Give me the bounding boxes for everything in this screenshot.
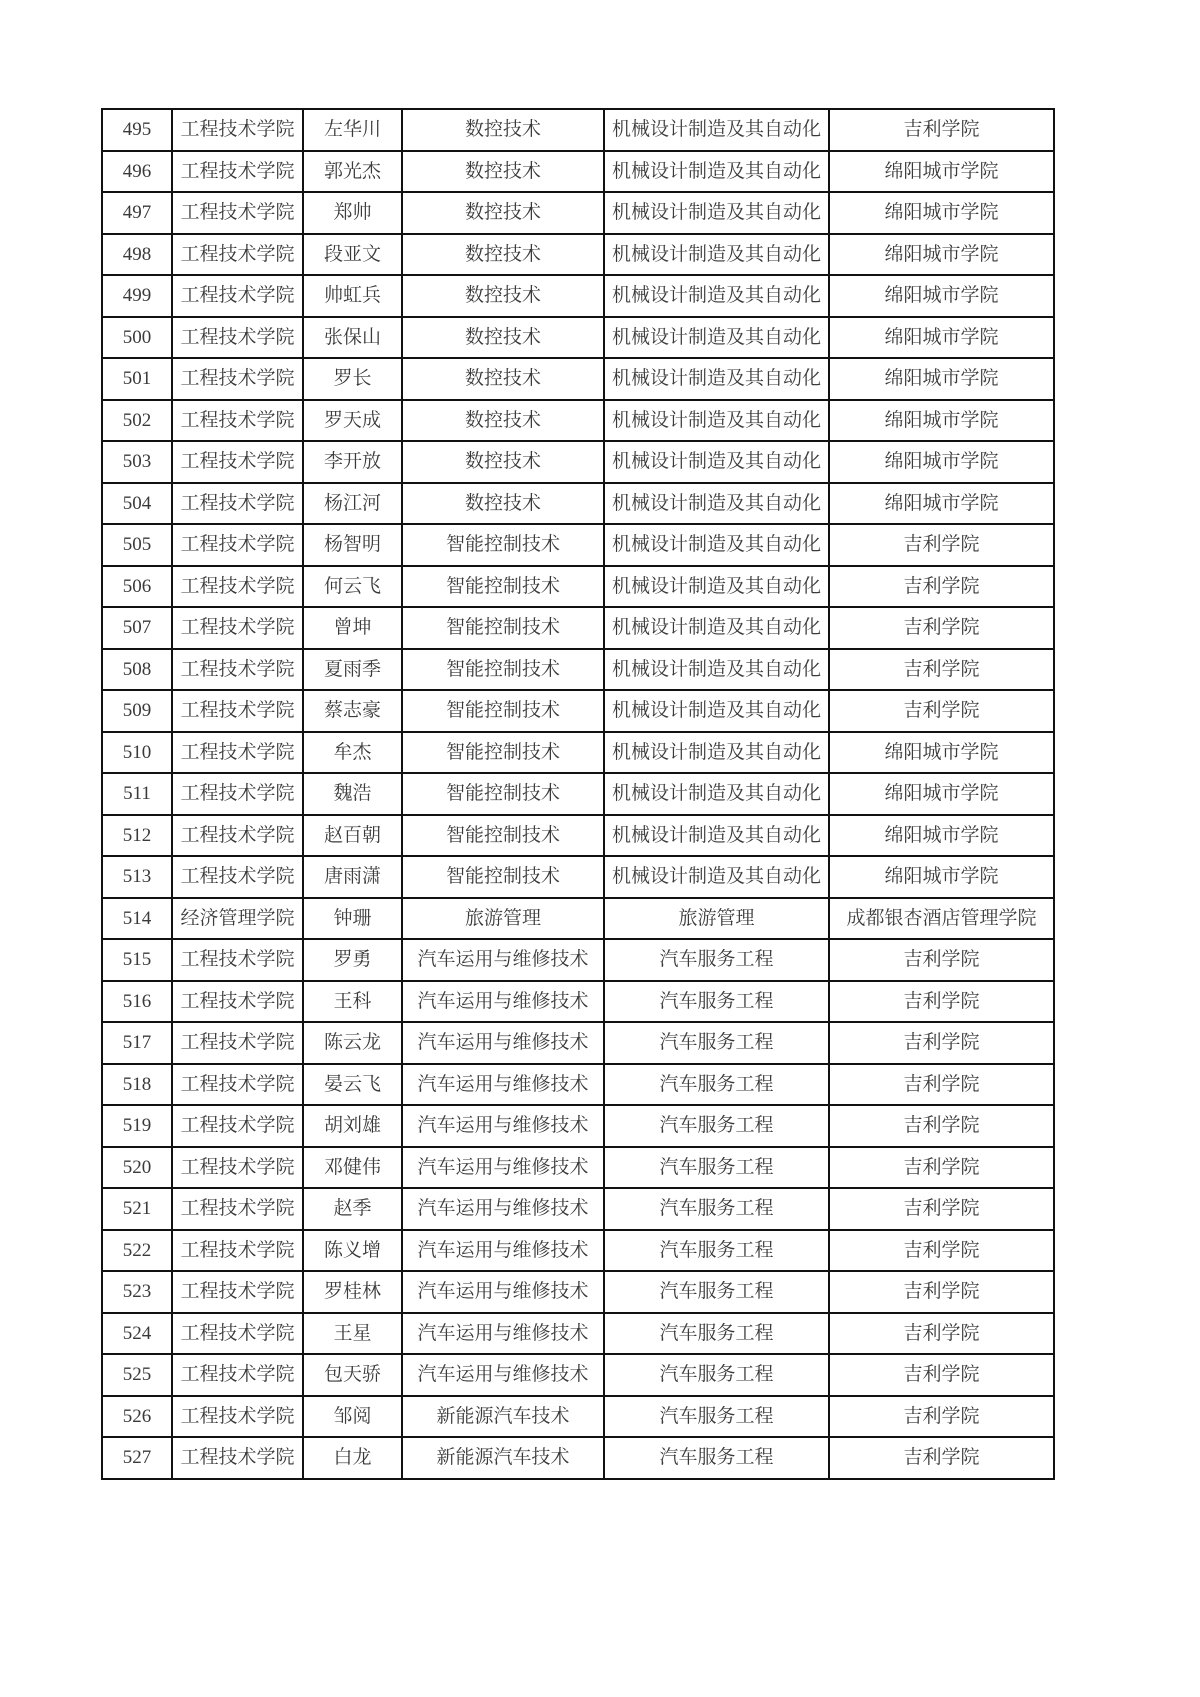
major-cell: 汽车运用与维修技术	[402, 1354, 604, 1396]
table-row	[102, 1396, 1054, 1438]
major-cell: 数控技术	[402, 275, 604, 317]
student-name-cell: 陈云龙	[303, 1022, 402, 1064]
row-number-cell: 522	[102, 1230, 172, 1272]
target-school-cell: 绵阳城市学院	[829, 151, 1054, 193]
college-cell: 工程技术学院	[172, 1105, 303, 1147]
major-cell: 数控技术	[402, 441, 604, 483]
student-name-cell: 白龙	[303, 1437, 402, 1479]
row-number-cell: 498	[102, 234, 172, 276]
student-name-cell: 李开放	[303, 441, 402, 483]
target-school-cell: 吉利学院	[829, 1396, 1054, 1438]
major-cell: 数控技术	[402, 109, 604, 151]
table-row	[102, 358, 1054, 400]
table-row	[102, 939, 1054, 981]
target-major-cell: 机械设计制造及其自动化	[604, 856, 829, 898]
target-school-cell: 吉利学院	[829, 1354, 1054, 1396]
target-school-cell: 吉利学院	[829, 607, 1054, 649]
college-cell: 工程技术学院	[172, 690, 303, 732]
target-school-cell: 绵阳城市学院	[829, 275, 1054, 317]
table-row	[102, 649, 1054, 691]
major-cell: 汽车运用与维修技术	[402, 939, 604, 981]
table-row	[102, 1064, 1054, 1106]
row-number-cell: 513	[102, 856, 172, 898]
row-number-cell: 526	[102, 1396, 172, 1438]
student-name-cell: 曾坤	[303, 607, 402, 649]
target-major-cell: 机械设计制造及其自动化	[604, 649, 829, 691]
row-number-cell: 499	[102, 275, 172, 317]
target-major-cell: 机械设计制造及其自动化	[604, 109, 829, 151]
college-cell: 工程技术学院	[172, 317, 303, 359]
major-cell: 新能源汽车技术	[402, 1437, 604, 1479]
student-name-cell: 唐雨潇	[303, 856, 402, 898]
target-school-cell: 吉利学院	[829, 1105, 1054, 1147]
major-cell: 智能控制技术	[402, 649, 604, 691]
row-number-cell: 512	[102, 815, 172, 857]
row-number-cell: 510	[102, 732, 172, 774]
target-school-cell: 成都银杏酒店管理学院	[829, 898, 1054, 940]
table-row	[102, 815, 1054, 857]
target-school-cell: 吉利学院	[829, 1064, 1054, 1106]
target-major-cell: 汽车服务工程	[604, 1396, 829, 1438]
major-cell: 智能控制技术	[402, 856, 604, 898]
student-name-cell: 蔡志豪	[303, 690, 402, 732]
college-cell: 工程技术学院	[172, 939, 303, 981]
major-cell: 汽车运用与维修技术	[402, 1313, 604, 1355]
target-major-cell: 机械设计制造及其自动化	[604, 524, 829, 566]
college-cell: 工程技术学院	[172, 566, 303, 608]
row-number-cell: 519	[102, 1105, 172, 1147]
target-school-cell: 绵阳城市学院	[829, 358, 1054, 400]
student-name-cell: 段亚文	[303, 234, 402, 276]
college-cell: 工程技术学院	[172, 400, 303, 442]
student-name-cell: 罗桂林	[303, 1271, 402, 1313]
target-major-cell: 汽车服务工程	[604, 1354, 829, 1396]
major-cell: 数控技术	[402, 400, 604, 442]
target-school-cell: 吉利学院	[829, 1230, 1054, 1272]
college-cell: 工程技术学院	[172, 1147, 303, 1189]
target-school-cell: 绵阳城市学院	[829, 856, 1054, 898]
table-row	[102, 607, 1054, 649]
row-number-cell: 527	[102, 1437, 172, 1479]
target-school-cell: 吉利学院	[829, 939, 1054, 981]
table-row	[102, 1022, 1054, 1064]
college-cell: 工程技术学院	[172, 856, 303, 898]
major-cell: 汽车运用与维修技术	[402, 1147, 604, 1189]
target-major-cell: 机械设计制造及其自动化	[604, 234, 829, 276]
row-number-cell: 520	[102, 1147, 172, 1189]
table-row	[102, 566, 1054, 608]
major-cell: 汽车运用与维修技术	[402, 1022, 604, 1064]
row-number-cell: 506	[102, 566, 172, 608]
student-name-cell: 邹阅	[303, 1396, 402, 1438]
target-major-cell: 汽车服务工程	[604, 1313, 829, 1355]
target-school-cell: 绵阳城市学院	[829, 815, 1054, 857]
student-name-cell: 陈义增	[303, 1230, 402, 1272]
row-number-cell: 503	[102, 441, 172, 483]
student-name-cell: 杨智明	[303, 524, 402, 566]
target-school-cell: 绵阳城市学院	[829, 773, 1054, 815]
college-cell: 工程技术学院	[172, 151, 303, 193]
table-row	[102, 400, 1054, 442]
college-cell: 工程技术学院	[172, 1271, 303, 1313]
row-number-cell: 496	[102, 151, 172, 193]
student-name-cell: 郑帅	[303, 192, 402, 234]
row-number-cell: 524	[102, 1313, 172, 1355]
major-cell: 数控技术	[402, 317, 604, 359]
row-number-cell: 515	[102, 939, 172, 981]
row-number-cell: 502	[102, 400, 172, 442]
student-name-cell: 何云飞	[303, 566, 402, 608]
table-row	[102, 981, 1054, 1023]
student-name-cell: 夏雨季	[303, 649, 402, 691]
target-major-cell: 汽车服务工程	[604, 1147, 829, 1189]
table-row	[102, 1230, 1054, 1272]
college-cell: 工程技术学院	[172, 441, 303, 483]
target-school-cell: 绵阳城市学院	[829, 441, 1054, 483]
student-name-cell: 邓健伟	[303, 1147, 402, 1189]
target-major-cell: 汽车服务工程	[604, 1230, 829, 1272]
student-name-cell: 罗长	[303, 358, 402, 400]
college-cell: 工程技术学院	[172, 275, 303, 317]
table-row	[102, 773, 1054, 815]
target-major-cell: 旅游管理	[604, 898, 829, 940]
target-major-cell: 机械设计制造及其自动化	[604, 358, 829, 400]
table-row	[102, 898, 1054, 940]
table-row	[102, 1313, 1054, 1355]
table-row	[102, 1354, 1054, 1396]
table-row	[102, 1105, 1054, 1147]
target-major-cell: 机械设计制造及其自动化	[604, 690, 829, 732]
row-number-cell: 516	[102, 981, 172, 1023]
target-school-cell: 绵阳城市学院	[829, 483, 1054, 525]
target-major-cell: 机械设计制造及其自动化	[604, 441, 829, 483]
major-cell: 汽车运用与维修技术	[402, 1105, 604, 1147]
college-cell: 工程技术学院	[172, 192, 303, 234]
student-name-cell: 晏云飞	[303, 1064, 402, 1106]
table-row	[102, 441, 1054, 483]
row-number-cell: 525	[102, 1354, 172, 1396]
row-number-cell: 495	[102, 109, 172, 151]
major-cell: 数控技术	[402, 151, 604, 193]
student-name-cell: 帅虹兵	[303, 275, 402, 317]
college-cell: 工程技术学院	[172, 1022, 303, 1064]
student-name-cell: 罗天成	[303, 400, 402, 442]
major-cell: 汽车运用与维修技术	[402, 981, 604, 1023]
major-cell: 智能控制技术	[402, 690, 604, 732]
college-cell: 工程技术学院	[172, 732, 303, 774]
target-major-cell: 机械设计制造及其自动化	[604, 607, 829, 649]
row-number-cell: 501	[102, 358, 172, 400]
target-major-cell: 机械设计制造及其自动化	[604, 483, 829, 525]
target-school-cell: 吉利学院	[829, 1188, 1054, 1230]
student-name-cell: 杨江河	[303, 483, 402, 525]
target-major-cell: 机械设计制造及其自动化	[604, 400, 829, 442]
college-cell: 工程技术学院	[172, 1437, 303, 1479]
student-name-cell: 王科	[303, 981, 402, 1023]
row-number-cell: 523	[102, 1271, 172, 1313]
row-number-cell: 517	[102, 1022, 172, 1064]
major-cell: 汽车运用与维修技术	[402, 1188, 604, 1230]
row-number-cell: 514	[102, 898, 172, 940]
student-name-cell: 罗勇	[303, 939, 402, 981]
target-major-cell: 汽车服务工程	[604, 1188, 829, 1230]
major-cell: 汽车运用与维修技术	[402, 1064, 604, 1106]
row-number-cell: 497	[102, 192, 172, 234]
major-cell: 智能控制技术	[402, 607, 604, 649]
target-major-cell: 汽车服务工程	[604, 1437, 829, 1479]
student-name-cell: 赵百朝	[303, 815, 402, 857]
target-school-cell: 绵阳城市学院	[829, 400, 1054, 442]
major-cell: 智能控制技术	[402, 524, 604, 566]
student-name-cell: 张保山	[303, 317, 402, 359]
row-number-cell: 521	[102, 1188, 172, 1230]
target-school-cell: 吉利学院	[829, 1437, 1054, 1479]
target-major-cell: 汽车服务工程	[604, 1105, 829, 1147]
target-major-cell: 汽车服务工程	[604, 939, 829, 981]
major-cell: 智能控制技术	[402, 773, 604, 815]
college-cell: 工程技术学院	[172, 1188, 303, 1230]
student-roster-table	[101, 108, 1055, 1480]
major-cell: 数控技术	[402, 234, 604, 276]
student-name-cell: 魏浩	[303, 773, 402, 815]
college-cell: 经济管理学院	[172, 898, 303, 940]
student-name-cell: 左华川	[303, 109, 402, 151]
row-number-cell: 500	[102, 317, 172, 359]
college-cell: 工程技术学院	[172, 483, 303, 525]
major-cell: 数控技术	[402, 483, 604, 525]
row-number-cell: 504	[102, 483, 172, 525]
table-row	[102, 109, 1054, 151]
target-school-cell: 绵阳城市学院	[829, 732, 1054, 774]
table-row	[102, 483, 1054, 525]
major-cell: 汽车运用与维修技术	[402, 1271, 604, 1313]
major-cell: 数控技术	[402, 192, 604, 234]
target-major-cell: 机械设计制造及其自动化	[604, 151, 829, 193]
row-number-cell: 509	[102, 690, 172, 732]
target-major-cell: 汽车服务工程	[604, 981, 829, 1023]
row-number-cell: 507	[102, 607, 172, 649]
target-school-cell: 吉利学院	[829, 1313, 1054, 1355]
table-row	[102, 317, 1054, 359]
major-cell: 智能控制技术	[402, 732, 604, 774]
table-row	[102, 1271, 1054, 1313]
college-cell: 工程技术学院	[172, 358, 303, 400]
target-school-cell: 吉利学院	[829, 109, 1054, 151]
student-name-cell: 胡刘雄	[303, 1105, 402, 1147]
target-school-cell: 吉利学院	[829, 1271, 1054, 1313]
major-cell: 新能源汽车技术	[402, 1396, 604, 1438]
roster-body	[102, 109, 1054, 1479]
target-major-cell: 汽车服务工程	[604, 1022, 829, 1064]
college-cell: 工程技术学院	[172, 234, 303, 276]
student-name-cell: 赵季	[303, 1188, 402, 1230]
table-row	[102, 732, 1054, 774]
target-major-cell: 机械设计制造及其自动化	[604, 192, 829, 234]
table-row	[102, 690, 1054, 732]
target-school-cell: 吉利学院	[829, 566, 1054, 608]
student-name-cell: 王星	[303, 1313, 402, 1355]
table-row	[102, 151, 1054, 193]
target-school-cell: 吉利学院	[829, 1147, 1054, 1189]
table-row	[102, 275, 1054, 317]
table-row	[102, 524, 1054, 566]
target-major-cell: 机械设计制造及其自动化	[604, 317, 829, 359]
college-cell: 工程技术学院	[172, 1313, 303, 1355]
target-school-cell: 绵阳城市学院	[829, 192, 1054, 234]
target-major-cell: 汽车服务工程	[604, 1271, 829, 1313]
target-major-cell: 机械设计制造及其自动化	[604, 566, 829, 608]
major-cell: 数控技术	[402, 358, 604, 400]
table-row	[102, 856, 1054, 898]
college-cell: 工程技术学院	[172, 1230, 303, 1272]
table-row	[102, 1437, 1054, 1479]
row-number-cell: 511	[102, 773, 172, 815]
table-row	[102, 192, 1054, 234]
target-school-cell: 吉利学院	[829, 981, 1054, 1023]
college-cell: 工程技术学院	[172, 1064, 303, 1106]
major-cell: 旅游管理	[402, 898, 604, 940]
college-cell: 工程技术学院	[172, 773, 303, 815]
target-school-cell: 吉利学院	[829, 649, 1054, 691]
student-name-cell: 郭光杰	[303, 151, 402, 193]
college-cell: 工程技术学院	[172, 815, 303, 857]
college-cell: 工程技术学院	[172, 1396, 303, 1438]
college-cell: 工程技术学院	[172, 524, 303, 566]
row-number-cell: 518	[102, 1064, 172, 1106]
college-cell: 工程技术学院	[172, 981, 303, 1023]
target-major-cell: 机械设计制造及其自动化	[604, 275, 829, 317]
student-name-cell: 钟珊	[303, 898, 402, 940]
row-number-cell: 508	[102, 649, 172, 691]
student-name-cell: 牟杰	[303, 732, 402, 774]
row-number-cell: 505	[102, 524, 172, 566]
student-name-cell: 包天骄	[303, 1354, 402, 1396]
target-major-cell: 机械设计制造及其自动化	[604, 773, 829, 815]
college-cell: 工程技术学院	[172, 109, 303, 151]
major-cell: 汽车运用与维修技术	[402, 1230, 604, 1272]
target-major-cell: 汽车服务工程	[604, 1064, 829, 1106]
target-school-cell: 吉利学院	[829, 524, 1054, 566]
target-major-cell: 机械设计制造及其自动化	[604, 815, 829, 857]
college-cell: 工程技术学院	[172, 1354, 303, 1396]
target-school-cell: 吉利学院	[829, 1022, 1054, 1064]
college-cell: 工程技术学院	[172, 607, 303, 649]
major-cell: 智能控制技术	[402, 815, 604, 857]
table-row	[102, 234, 1054, 276]
major-cell: 智能控制技术	[402, 566, 604, 608]
table-row	[102, 1147, 1054, 1189]
table-row	[102, 1188, 1054, 1230]
target-school-cell: 绵阳城市学院	[829, 317, 1054, 359]
college-cell: 工程技术学院	[172, 649, 303, 691]
target-major-cell: 机械设计制造及其自动化	[604, 732, 829, 774]
target-school-cell: 绵阳城市学院	[829, 234, 1054, 276]
target-school-cell: 吉利学院	[829, 690, 1054, 732]
